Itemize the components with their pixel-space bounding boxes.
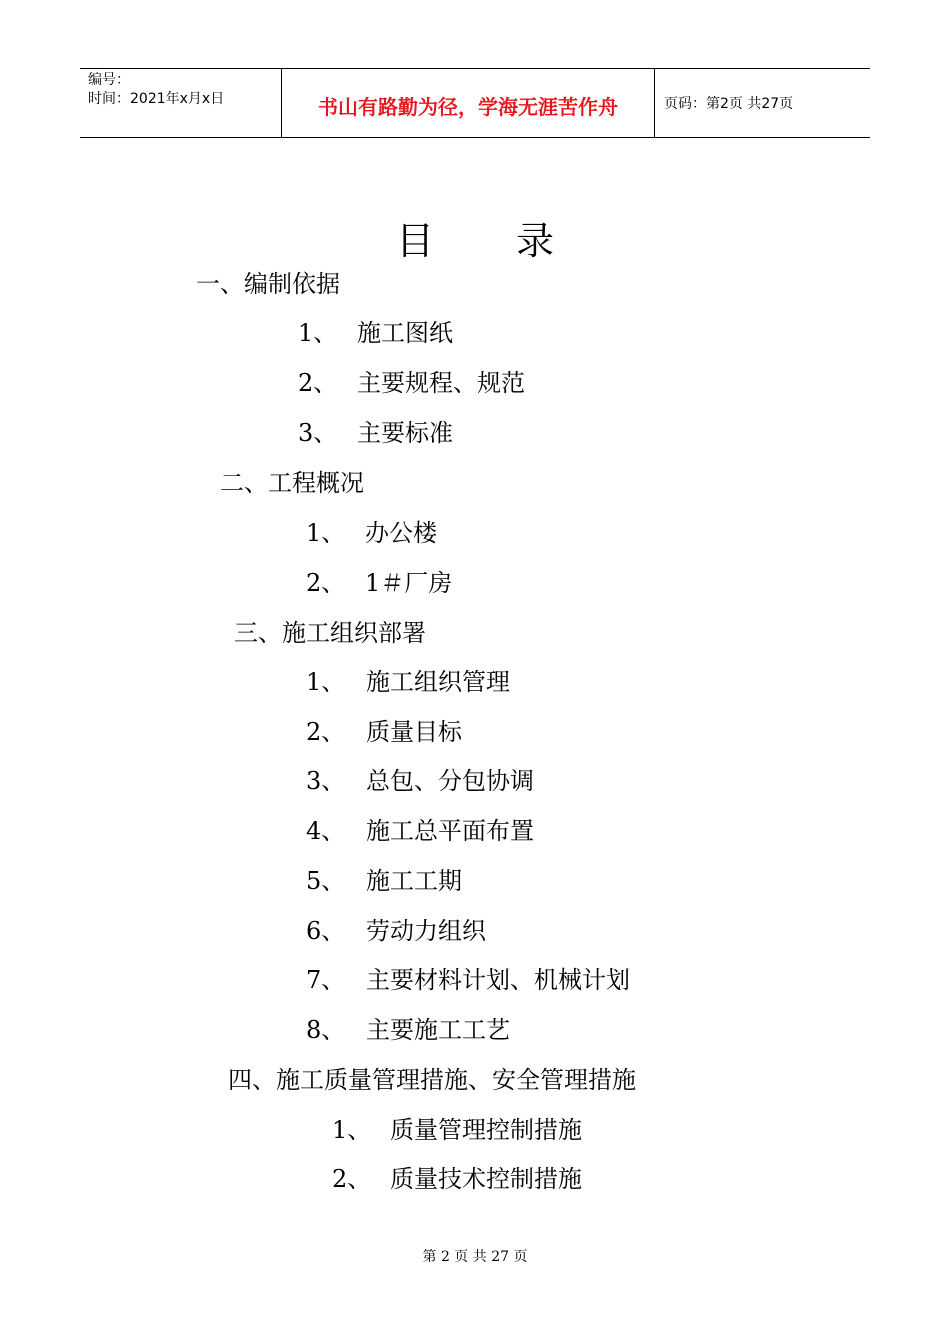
- toc-item: 劳动力组织: [366, 917, 486, 945]
- toc-item-number: 7、: [306, 966, 346, 994]
- toc-item-number: 2、: [332, 1165, 372, 1193]
- document-number-label: 编号：: [88, 72, 130, 88]
- toc-item: 施工组织管理: [366, 668, 510, 696]
- page-header: [80, 68, 870, 138]
- toc-item-number: 4、: [306, 817, 346, 845]
- toc-item: 1＃厂房: [365, 569, 453, 597]
- toc-item-number: 5、: [306, 867, 346, 895]
- toc-item: 主要施工工艺: [366, 1016, 510, 1044]
- toc-item-number: 2、: [306, 718, 346, 746]
- toc-item-number: 2、: [298, 369, 338, 397]
- toc-item: 总包、分包协调: [366, 767, 534, 795]
- toc-item: 质量目标: [366, 718, 462, 746]
- toc-item-number: 1、: [332, 1116, 372, 1144]
- toc-section-1: 一、编制依据: [196, 270, 340, 298]
- toc-item: 施工总平面布置: [366, 817, 534, 845]
- toc-item: 主要规程、规范: [357, 369, 525, 397]
- toc-item-number: 3、: [306, 767, 346, 795]
- toc-section-2: 二、工程概况: [220, 469, 364, 497]
- toc-item: 主要标准: [357, 419, 453, 447]
- toc-item: 办公楼: [365, 519, 437, 547]
- toc-item-number: 1、: [298, 319, 338, 347]
- toc-title: [0, 210, 950, 265]
- toc-section-3: 三、施工组织部署: [234, 619, 426, 647]
- toc-section-4: 四、施工质量管理措施、安全管理措施: [228, 1066, 636, 1094]
- header-page-number: 页码：第2页 共27页: [664, 96, 794, 112]
- toc-title-char-1: 目: [395, 219, 434, 263]
- toc-item-number: 1、: [306, 668, 346, 696]
- toc-item-number: 3、: [298, 419, 338, 447]
- toc-item: 主要材料计划、机械计划: [366, 966, 630, 994]
- toc-item: 质量管理控制措施: [390, 1116, 582, 1144]
- toc-item-number: 6、: [306, 917, 346, 945]
- toc-title-char-2: 录: [516, 219, 555, 263]
- header-info-cell: [80, 69, 282, 137]
- toc-item: 施工图纸: [357, 319, 453, 347]
- toc-item-number: 1、: [306, 519, 346, 547]
- header-motto: 书山有路勤为径，学海无涯苦作舟: [282, 69, 655, 137]
- toc-item-number: 8、: [306, 1016, 346, 1044]
- toc-item: 施工工期: [366, 867, 462, 895]
- toc-item: 质量技术控制措施: [390, 1165, 582, 1193]
- toc-item-number: 2、: [306, 569, 346, 597]
- page-footer: 第 2 页 共 27 页: [422, 1249, 528, 1265]
- document-date-label: 时间：2021年x月x日: [88, 91, 225, 107]
